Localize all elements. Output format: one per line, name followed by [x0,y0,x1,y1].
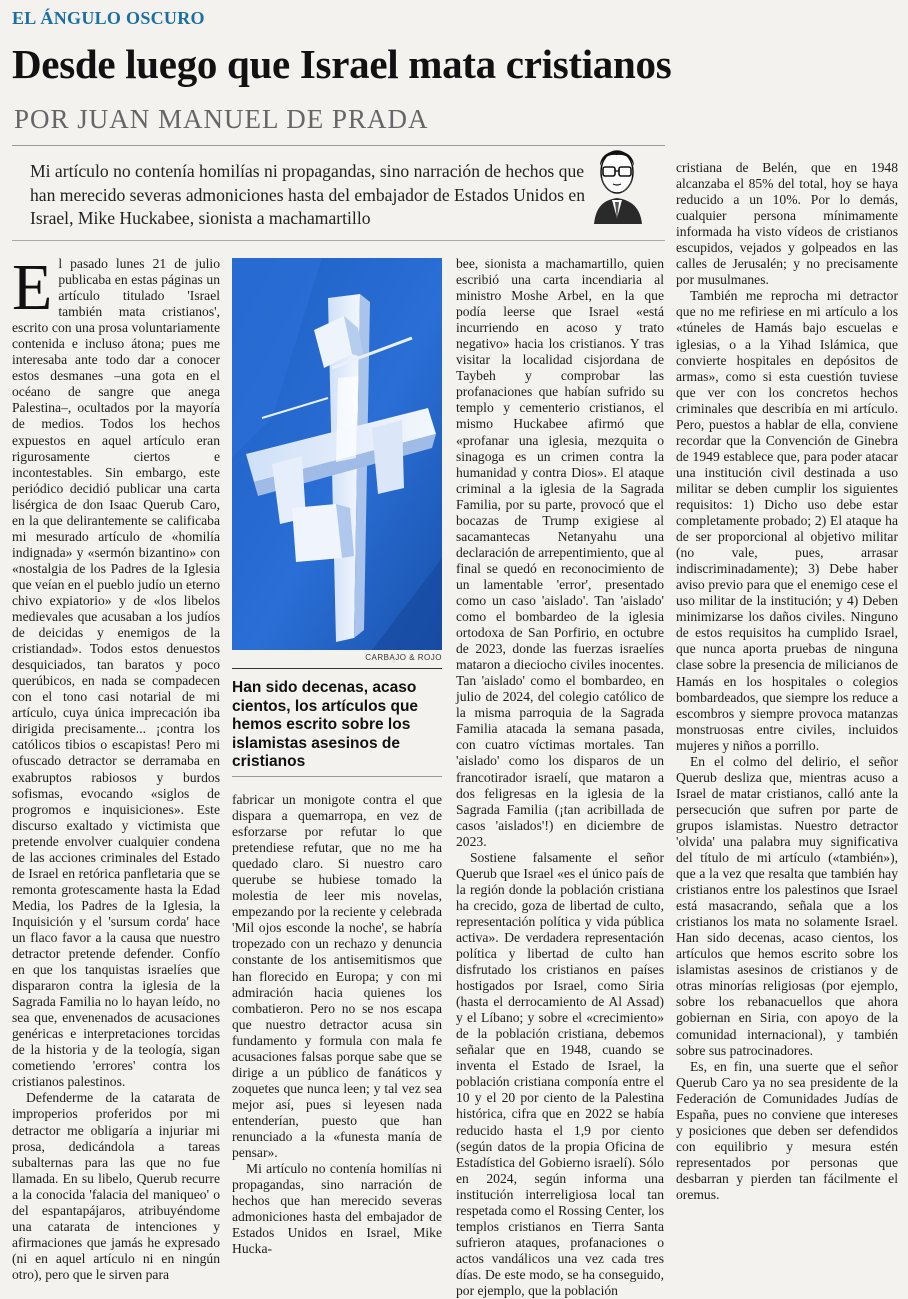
divider [232,776,442,777]
paragraph: Sostiene falsamente el señor Querub que Israel «es el único país de la región donde la población cristiana ha crecido, goza de libertad de culto, representación política y vida pública activa». De verdadera representación política y libertad de culto han disfrutado los cristianos en países hostigados por Israel, como Siria (hasta el derrocamiento de Al Assad) y el Líbano; y sobre el «crecimiento» de la población cristiana, debemos señalar que en 1948, cuando se inventa el Estado de Israel, la población cristiana componía entre el 10 y el 20 por ciento de la Palestina histórica, cifra que en 2022 se había reducido hasta el 1,9 por ciento (según datos de la propia Oficina de Estadística del Gobierno israelí). Sólo en 2024, según informa una institución interreligiosa local tan respetada como el Rossing Center, los templos cristianos en Tierra Santa sufrieron ataques, profanaciones o actos vandálicos una vez cada tres días. De este modo, se ha conseguido, por ejemplo, que la población [456,849,664,1298]
paragraph: Mi artículo no contenía homilías ni propagandas, sino narración de hechos que han merecido severas admoniciones hasta del embajador de Estados Unidos en Israel, Mike Hucka- [232,1161,442,1257]
paragraph: Es, en fin, una suerte que el señor Querub Caro ya no sea presidente de la Federación de Comunidades Judías de España, pues no conviene que intereses y posiciones que deben ser defendidos con equilibrio y mesura estén representados por personas que desbarran y pierden tan fácilmente el oremus. [676,1058,898,1202]
paragraph: fabricar un monigote contra el que dispara a quemarropa, en vez de esforzarse por refutar lo que pretendiese refutar, que no me ha quedado claro. Si nuestro caro querube se hubiese tomado la molestia de leer mis novelas, empezando por la reciente y celebrada 'Mil ojos esconde la noche', se habría tropezado con un rechazo y denuncia constante de los antisemitismos que han florecido en Europa; y con mi admiración hacia quienes los combatieron. Pero no se nos escapa que nuestro detractor acusa sin fundamento y formula con mala fe acusaciones falsas porque sabe que se dirige a un público de fanáticos y zoquetes que nunca leen; y tal vez sea mejor así, pues si leyesen nada entenderían, puesto que han renunciado a la «funesta manía de pensar». [232,792,442,1161]
pull-quote: Han sido decenas, acaso cientos, los artículos que hemos escrito sobre los islamistas asesinos de cristianos [232,668,442,772]
paragraph: En el colmo del delirio, el señor Querub desliza que, mientras acuso a Israel de matar cristianos, calló ante la persecución que sufren por parte de grupos islamistas. Nuestro detractor 'olvida' una palabra muy significativa del título de mi artículo («también»), que a la vez que resalta que también hay cristianos entre los palestinos que Israel está masacrando, señala que a los cristianos los mata no solamente Israel. Han sido decenas, acaso cientos, los artículos que hemos escrito sobre los islamistas asesinos de cristianos y de otras minorías religiosas (por ejemplo, sobre los rebanacuellos que ahora gobiernan en Siria, con apoyo de la comunidad internacional), y también sobre sus patrocinadores. [676,753,898,1058]
image-credit: CARBAJO & ROJO [365,653,442,662]
paragraph: cristiana de Belén, que en 1948 alcanzaba el 85% del total, hoy se haya reducido a un 10%. Por lo demás, cualquier persona mínimamente informada ha visto vídeos de cristianos escupidos, vejados y golpeados en las calles de Jerusalén; y no precisamente por musulmanes. [676,160,898,288]
article-column-4 [676,160,898,1202]
paragraph: l pasado lunes 21 de julio publicaba en estas páginas un artículo titulado 'Israel también mata cristianos', escrito con una prosa voluntariamente contenida e incluso átona; pues me interesaba ante todo dar a conocer estos desmanes –una gota en el océano de sangre que anega Palestina–, ocultados por la mayoría de medios. Todos los hechos expuestos en aquel artículo eran rigurosamente ciertos e incontestables. Sin embargo, este periódico decidió publicar una carta lisérgica de don Isaac Querub Caro, en la que delirantemente se calificaba mi mesurado artículo de «homilía indignada» y «sermón bizantino» con «nostalgia de los Padres de la Iglesia que veían en el pueblo judío un eterno chivo expiatorio» y de «los libelos medievales que acusaban a los judíos de deicidas y enemigos de la cristiandad». Todos estos denuestos desquiciados, tan baratos y poco querúbicos, en nada se compadecen con el tono casi notarial de mi artículo, cuya única imprecación iba dirigida precisamente... ¡contra los católicos tibios o escapistas! Pero mi ofuscado detractor se derramaba en exabruptos rabiosos y burdos sofismas, evocando «siglos de progromos e inquisiciones». Este discurso exaltado y victimista que pretende envolver cualquier condena de las acciones criminales del Estado de Israel en retórica panfletaria que se remonta grotescamente hasta la Edad Media, los Padres de la Iglesia, la Inquisición y el 'sursum corda' hace un flaco favor a la causa que nuestro detractor pretende defender. Confío en que los tanquistas israelíes que dispararon contra la iglesia de la Sagrada Familia no lo hayan leído, no sea que, envenenados de acusaciones genéricas e interpretaciones torcidas de la historia y de la teología, sigan cometiendo 'errores' contra los cristianos palestinos. [12,256,220,1090]
paragraph: Defenderme de la catarata de improperios proferidos por mi detractor me obligaría a injuriar mi prosa, dedicándola a tareas subalternas para las que no fue llamada. En su libelo, Querub recurre a la conocida 'falacia del maniqueo' o del espantapájaros, atribuyéndome una catarata de intenciones y afirmaciones que jamás he expresado (ni en aquel artículo ni en ningún otro), pero que le sirven para [12,1090,220,1282]
article-column-2 [232,792,442,1257]
author-portrait-illustration [582,136,652,226]
section-label: EL ÁNGULO OSCURO [12,8,205,28]
drop-cap: E [12,251,53,324]
cross-illustration [232,258,442,650]
byline: POR JUAN MANUEL DE PRADA [14,104,429,134]
subhead: Mi artículo no contenía homilías ni propagandas, sino narración de hechos que han merecido severas admoniciones hasta del embajador de Estados Unidos en Israel, Mike Huckabee, sionista a machamartillo [30,161,586,228]
paragraph: bee, sionista a machamartillo, quien escribió una carta incendiaria al ministro Moshe Arbel, en la que podía leerse que Israel «está incurriendo en acoso y trato negativo» hacia los cristianos. Y tras visitar la localidad cisjordana de Taybeh y comprobar las profanaciones que habían sufrido su templo y cementerio cristianos, el mismo Huckabee afirmó que «profanar una iglesia, mezquita o sinagoga es un crimen contra la humanidad y contra Dios». El ataque criminal a la iglesia de la Sagrada Familia, por su parte, provocó que el bocazas de Trump exigiese al sacamantecas Netanyahu una declaración de arrepentimiento, que al final se quedó en reconocimiento de un lamentable 'error', presentado como un caso 'aislado'. Tan 'aislado' como el bombardeo de la iglesia ortodoxa de San Porfirio, en octubre de 2023, donde las fuerzas israelíes mataron a dieciocho civiles inocentes. Tan 'aislado' como el bombardeo, en julio de 2024, del colegio católico de la misma parroquia de la Sagrada Familia atacada la semana pasada, con cuatro víctimas mortales. Tan 'aislado' como los disparos de un francotirador israelí, que mataron a dos feligresas en la iglesia de la Sagrada Familia (¡tan acribillada de casos 'aislados'!) en diciembre de 2023. [456,256,664,849]
article-column-3 [456,256,664,1298]
article-column-1 [12,251,220,1282]
headline: Desde luego que Israel mata cristianos [12,41,672,87]
divider [12,240,665,241]
paragraph: También me reprocha mi detractor que no me refiriese en mi artículo a los «túneles de Hamás bajo escuelas e iglesias, o a la Yihad Islámica, que convierte hospitales en depósitos de armas», como si esta cuestión tuviese que ver con los concretos hechos criminales que describía en mi artículo. Pero, puestos a hablar de ella, conviene recordar que la Convención de Ginebra de 1949 establece que, para poder atacar una institución civil destinada a uso militar se deben cumplir los siguientes requisitos: 1) Dicho uso debe estar completamente probado; 2) El ataque ha de ser proporcional al objetivo militar (no vale, pues, arrasar indiscriminadamente); 3) Debe haber aviso previo para que el enemigo cese el uso militar de la institución; y 4) Deben minimizarse los daños civiles. Ninguno de estos requisitos ha cumplido Israel, que nunca aporta pruebas de ninguna clase sobre la presencia de milicianos de Hamás en los hospitales o colegios bombardeados, que siempre los reduce a escombros y siempre provoca matanzas monstruosas entre civiles, incluidos mujeres y niños a porrillo. [676,288,898,753]
divider [12,145,665,146]
